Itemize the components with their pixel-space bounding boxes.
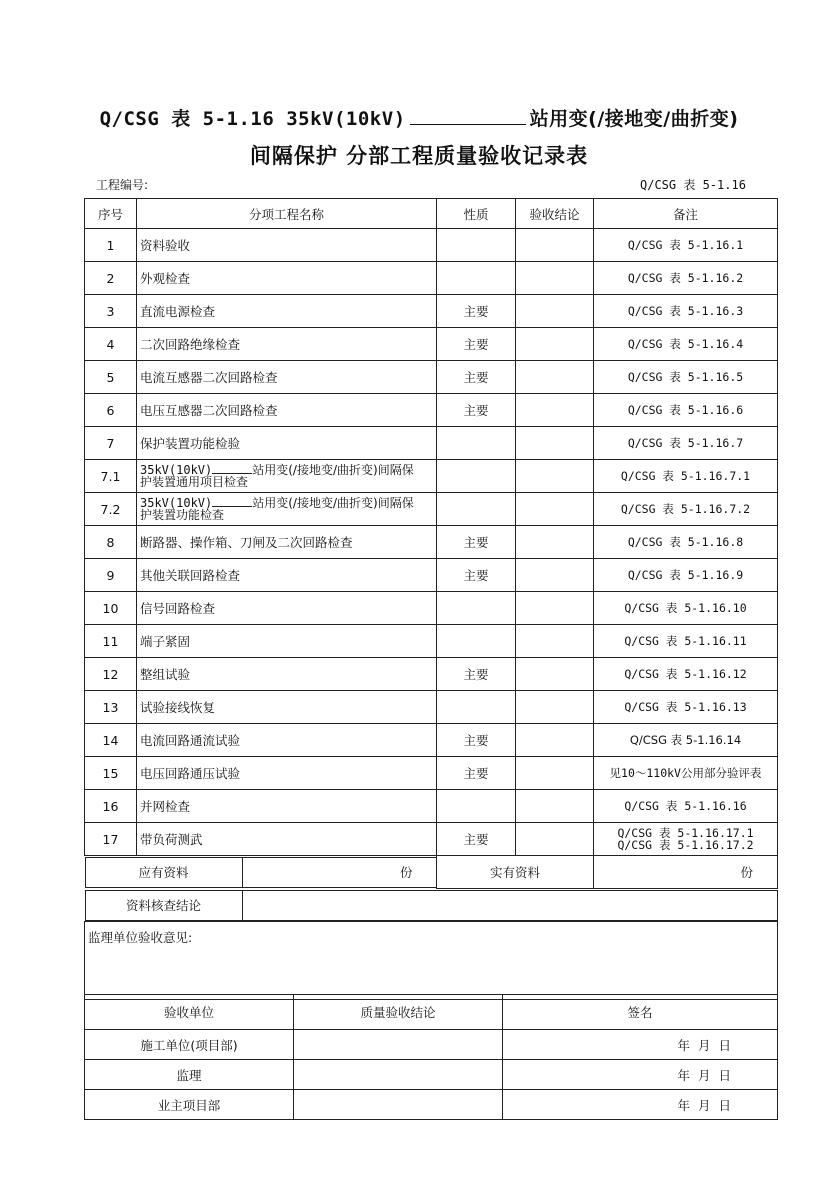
row-seq: 9 xyxy=(85,559,137,592)
row-conclusion-cell[interactable] xyxy=(516,724,594,757)
title-suffix: 站用变(/接地变/曲折变) xyxy=(529,108,739,130)
col-name-header: 分项工程名称 xyxy=(137,199,437,229)
row-remark: Q/CSG 表 5-1.16.9 xyxy=(594,559,778,592)
title-prefix: Q/CSG 表 5-1.16 35kV(10kV) xyxy=(99,108,406,130)
row-name-part2: 站用变(/接地变/曲折变)间隔保 xyxy=(252,463,414,477)
signoff-table xyxy=(84,994,778,1120)
row-seq: 1 xyxy=(85,229,137,262)
row-name: 电压回路通压试验 xyxy=(137,757,437,790)
table-row xyxy=(85,790,778,823)
row-seq: 7 xyxy=(85,427,137,460)
row-name-part3: 护装置功能检查 xyxy=(140,508,225,522)
doc-check-subtable xyxy=(85,890,778,921)
row-conclusion-cell[interactable] xyxy=(516,460,594,493)
row-name xyxy=(137,460,437,493)
row-seq: 11 xyxy=(85,625,137,658)
row-remark: Q/CSG 表 5-1.16.4 xyxy=(594,328,778,361)
row-remark: Q/CSG 表 5-1.16.1 xyxy=(594,229,778,262)
required-docs-value[interactable] xyxy=(242,857,437,887)
table-row xyxy=(85,394,778,427)
row-remark: Q/CSG 表 5-1.16.7.2 xyxy=(594,493,778,526)
supervisor-opinion-cell[interactable] xyxy=(85,922,778,1000)
row-seq: 2 xyxy=(85,262,137,295)
docs-count-row xyxy=(85,856,778,889)
row-nature: 主要 xyxy=(437,295,516,328)
row-nature: 主要 xyxy=(437,394,516,427)
row-conclusion-cell[interactable] xyxy=(516,691,594,724)
party-quality-cell[interactable] xyxy=(294,1060,503,1090)
row-nature xyxy=(437,592,516,625)
row-name: 二次回路绝缘检查 xyxy=(137,328,437,361)
row-remark: Q/CSG 表 5-1.16.11 xyxy=(594,625,778,658)
table-row xyxy=(85,724,778,757)
table-row xyxy=(85,823,778,856)
row-conclusion-cell[interactable] xyxy=(516,559,594,592)
row-remark: Q/CSG 表 5-1.16.6 xyxy=(594,394,778,427)
row-remark-a: Q/CSG 表 5-1.16.17.1 xyxy=(617,826,754,840)
table-row xyxy=(85,691,778,724)
row-seq: 10 xyxy=(85,592,137,625)
row-name: 资料验收 xyxy=(137,229,437,262)
signoff-row xyxy=(85,1060,778,1090)
row-nature: 主要 xyxy=(437,526,516,559)
sign-date: 年 月 日 xyxy=(677,1097,733,1113)
table-row xyxy=(85,262,778,295)
required-docs-label: 应有资料 xyxy=(85,857,242,887)
row-conclusion-cell[interactable] xyxy=(516,526,594,559)
row-conclusion-cell[interactable] xyxy=(516,361,594,394)
row-name: 电流回路通流试验 xyxy=(137,724,437,757)
table-header-row xyxy=(85,199,778,229)
table-row xyxy=(85,592,778,625)
actual-docs-label: 实有资料 xyxy=(437,856,594,889)
row-nature xyxy=(437,691,516,724)
row-seq: 16 xyxy=(85,790,137,823)
doc-check-row xyxy=(85,889,778,922)
signoff-row xyxy=(85,1030,778,1060)
party-sign-cell[interactable] xyxy=(503,1030,778,1060)
supervisor-opinion-label: 监理单位验收意见: xyxy=(88,930,193,945)
row-conclusion-cell[interactable] xyxy=(516,493,594,526)
row-remark: Q/CSG 表 5-1.16.16 xyxy=(594,790,778,823)
row-name-voltage: 35kV(10kV) xyxy=(140,463,213,477)
row-conclusion-cell[interactable] xyxy=(516,295,594,328)
party-name: 业主项目部 xyxy=(85,1090,294,1120)
row-nature: 主要 xyxy=(437,757,516,790)
table-row xyxy=(85,757,778,790)
sign-date: 年 月 日 xyxy=(677,1037,733,1053)
row-remark: Q/CSG 表 5-1.16.5 xyxy=(594,361,778,394)
row-name: 试验接线恢复 xyxy=(137,691,437,724)
row-name: 其他关联回路检查 xyxy=(137,559,437,592)
row-remark: Q/CSG 表 5-1.16.8 xyxy=(594,526,778,559)
row-nature xyxy=(437,460,516,493)
actual-docs-unit: 份 xyxy=(740,865,753,880)
row-conclusion-cell[interactable] xyxy=(516,229,594,262)
party-name: 监理 xyxy=(85,1060,294,1090)
row-nature xyxy=(437,427,516,460)
sign-col-header: 签名 xyxy=(503,995,778,1030)
row-seq: 14 xyxy=(85,724,137,757)
row-remark: Q/CSG 表 5-1.16.2 xyxy=(594,262,778,295)
row-remark: Q/CSG 表 5-1.16.3 xyxy=(594,295,778,328)
row-name-part2: 站用变(/接地变/曲折变)间隔保 xyxy=(252,496,414,510)
row-name: 整组试验 xyxy=(137,658,437,691)
row-seq: 17 xyxy=(85,823,137,856)
row-remark xyxy=(594,823,778,856)
table-row xyxy=(85,328,778,361)
row-nature: 主要 xyxy=(437,658,516,691)
row-seq: 7.1 xyxy=(85,460,137,493)
table-row xyxy=(85,361,778,394)
row-conclusion-cell[interactable] xyxy=(516,592,594,625)
row-seq: 15 xyxy=(85,757,137,790)
doc-check-label: 资料核查结论 xyxy=(85,890,242,920)
row-seq: 12 xyxy=(85,658,137,691)
acceptance-table xyxy=(84,198,778,1000)
row-name: 电流互感器二次回路检查 xyxy=(137,361,437,394)
party-name: 施工单位(项目部) xyxy=(85,1030,294,1060)
required-docs-unit: 份 xyxy=(399,865,413,881)
row-name: 信号回路检查 xyxy=(137,592,437,625)
party-quality-cell[interactable] xyxy=(294,1030,503,1060)
col-seq-header: 序号 xyxy=(85,199,137,229)
row-name: 带负荷测武 xyxy=(137,823,437,856)
row-conclusion-cell[interactable] xyxy=(516,394,594,427)
row-name: 直流电源检查 xyxy=(137,295,437,328)
table-row xyxy=(85,559,778,592)
table-row xyxy=(85,229,778,262)
row-nature: 主要 xyxy=(437,328,516,361)
table-row xyxy=(85,625,778,658)
docs-count-subtable xyxy=(85,857,437,888)
table-row xyxy=(85,493,778,526)
form-title-line2: 间隔保护 分部工程质量验收记录表 xyxy=(249,144,589,168)
row-name: 并网检查 xyxy=(137,790,437,823)
sign-date: 年 月 日 xyxy=(677,1067,733,1083)
row-conclusion-cell[interactable] xyxy=(516,790,594,823)
actual-docs-value[interactable] xyxy=(594,856,778,889)
row-conclusion-cell[interactable] xyxy=(516,757,594,790)
row-name: 保护装置功能检验 xyxy=(137,427,437,460)
row-remark: Q/CSG 表 5-1.16.7.1 xyxy=(594,460,778,493)
row-remark: Q/CSG 表 5-1.16.12 xyxy=(594,658,778,691)
row-seq: 5 xyxy=(85,361,137,394)
signoff-row xyxy=(85,1090,778,1120)
row-nature xyxy=(437,625,516,658)
col-nature-header: 性质 xyxy=(437,199,516,229)
row-remark: Q/CSG 表 5-1.16.7 xyxy=(594,427,778,460)
table-row xyxy=(85,295,778,328)
quality-col-header: 质量验收结论 xyxy=(294,995,503,1030)
row-conclusion-cell[interactable] xyxy=(516,328,594,361)
row-nature: 主要 xyxy=(437,823,516,856)
row-seq: 4 xyxy=(85,328,137,361)
row-seq: 8 xyxy=(85,526,137,559)
row-remark: Q/CSG 表 5-1.16.10 xyxy=(594,592,778,625)
row-nature xyxy=(437,493,516,526)
col-remark-header: 备注 xyxy=(594,199,778,229)
party-sign-cell[interactable] xyxy=(503,1060,778,1090)
table-row xyxy=(85,526,778,559)
station-blank[interactable] xyxy=(212,497,252,507)
row-conclusion-cell[interactable] xyxy=(516,427,594,460)
party-quality-cell[interactable] xyxy=(294,1090,503,1120)
form-title-line1 xyxy=(0,104,838,131)
form-code: Q/CSG 表 5-1.16 xyxy=(640,178,746,192)
signoff-header-row xyxy=(85,995,778,1030)
row-seq: 3 xyxy=(85,295,137,328)
row-seq: 6 xyxy=(85,394,137,427)
row-remark-b: Q/CSG 表 5-1.16.17.2 xyxy=(617,838,754,852)
table-row xyxy=(85,427,778,460)
station-name-blank[interactable] xyxy=(410,108,526,125)
project-no-label: 工程编号: xyxy=(96,178,149,192)
unit-col-header: 验收单位 xyxy=(85,995,294,1030)
row-conclusion-cell[interactable] xyxy=(516,625,594,658)
station-blank[interactable] xyxy=(212,464,252,474)
row-nature: 主要 xyxy=(437,361,516,394)
row-nature xyxy=(437,790,516,823)
party-sign-cell[interactable] xyxy=(503,1090,778,1120)
row-seq: 7.2 xyxy=(85,493,137,526)
row-nature: 主要 xyxy=(437,724,516,757)
row-conclusion-cell[interactable] xyxy=(516,262,594,295)
row-conclusion-cell[interactable] xyxy=(516,658,594,691)
row-name xyxy=(137,493,437,526)
row-name: 外观检查 xyxy=(137,262,437,295)
row-name-part3: 护装置通用项目检查 xyxy=(140,475,249,489)
doc-check-value[interactable] xyxy=(242,890,777,920)
row-conclusion-cell[interactable] xyxy=(516,823,594,856)
table-row xyxy=(85,658,778,691)
row-name: 断路器、操作箱、刀闸及二次回路检查 xyxy=(137,526,437,559)
table-row xyxy=(85,460,778,493)
col-conclusion-header: 验收结论 xyxy=(516,199,594,229)
row-remark: 见10～110kV公用部分验评表 xyxy=(594,757,778,790)
row-nature xyxy=(437,229,516,262)
row-nature xyxy=(437,262,516,295)
row-remark: Q/CSG 表 5-1.16.13 xyxy=(594,691,778,724)
row-name: 端子紧固 xyxy=(137,625,437,658)
supervisor-opinion-row xyxy=(85,922,778,1000)
row-nature: 主要 xyxy=(437,559,516,592)
row-name-voltage: 35kV(10kV) xyxy=(140,496,213,510)
row-name: 电压互感器二次回路检查 xyxy=(137,394,437,427)
row-seq: 13 xyxy=(85,691,137,724)
row-remark: Q/CSG 表 5-1.16.14 xyxy=(594,724,778,757)
